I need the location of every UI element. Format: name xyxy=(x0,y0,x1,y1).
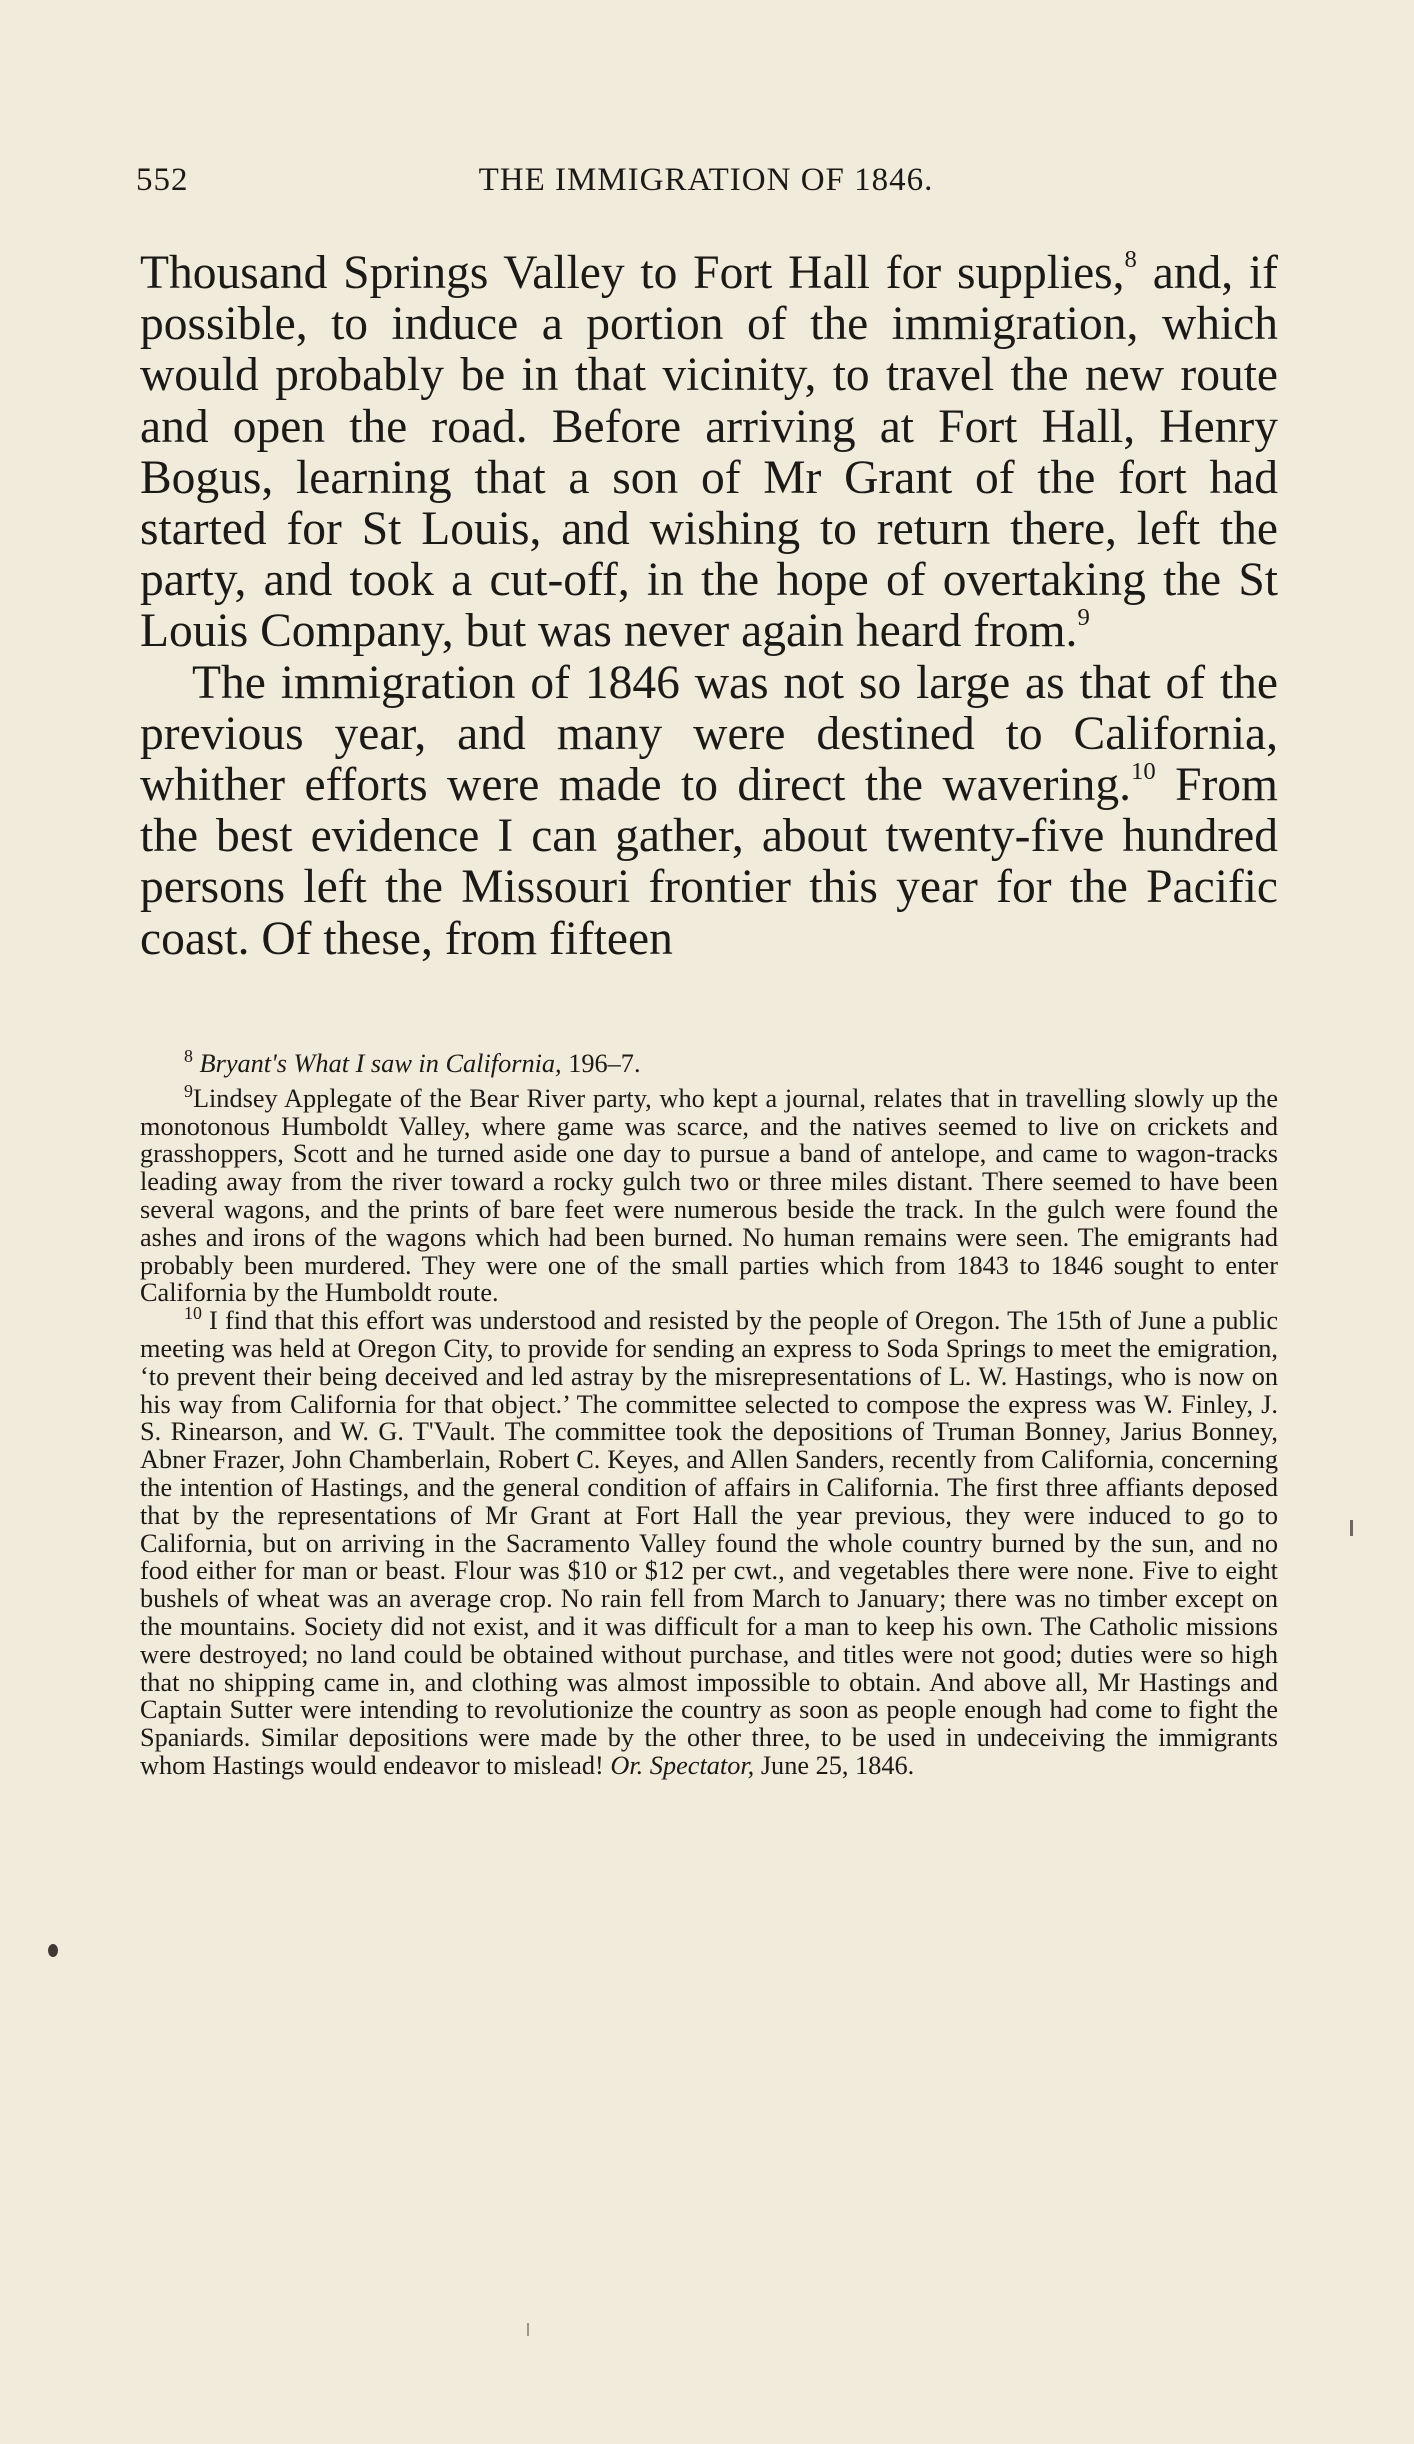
paragraph-text: From the best evidence I can gather, about twenty-five hundred persons left the Missouri frontier this year for the Pacific coast. Of these, from fifteen xyxy=(140,759,1279,965)
footnote-8 xyxy=(140,1046,1278,1078)
running-title: THE IMMIGRATION OF 1846. xyxy=(478,162,934,198)
footnote-ref-10: 10 xyxy=(1130,758,1156,786)
footnote-ref-8: 8 xyxy=(1124,246,1137,274)
footnote-text: June 25, 1846. xyxy=(754,1750,915,1780)
footnotes xyxy=(140,1046,1278,1780)
footnote-text: 196–7. xyxy=(561,1049,641,1078)
footnote-text: I find that this effort was understood and resisted by the people of Oregon. The 15th of June a public meeting was held at Oregon City, to provide for sending an express to Soda Springs to meet the emigration, ‘to prevent their being deceived and led astray by the misrepresentations of L. W. Hastings, who is now on his way from California for that object.’ The committee selected to compose the express was W. Finley, J. S. Rinearson, and W. G. T'Vault. The committee took the depositions of Truman Bonney, Jarius Bonney, Abner Frazer, John Chamberlain, Robert C. Keyes, and Allen Sanders, recently from California, concerning the intention of Hastings, and the general condition of affairs in California. The first three affiants deposed that by the representations of Mr Grant at Fort Hall the year previous, they were induced to go to California, but on arriving in the Sacramento Valley found the whole country burned by the sun, and no food either for man or beast. Flour was $10 or $12 per cwt., and vegetables there were none. Five to eight bushels of wheat was an average crop. No rain fell from March to January; there was no timber except on the mountains. Society did not exist, and it was difficult for a man to keep his own. The Catholic missions were destroyed; no land could be obtained without purchase, and titles were not good; duties were so high that no shipping came in, and clothing was almost impossible to obtain. And above all, Mr Hastings and Captain Sutter were intending to revolutionize the country as soon as people enough had come to fight the Spaniards. Similar depositions were made by the other three, to be used in undeceiving the immigrants whom Hastings would endeavor to mislead! xyxy=(140,1306,1278,1780)
paragraph-text: Thousand Springs Valley to Fort Hall for supplies, xyxy=(140,247,1125,299)
footnote-9 xyxy=(140,1080,1278,1308)
page-number: 552 xyxy=(136,162,189,198)
paragraph-text: and, if possible, to induce a portion of the immigration, which would probably be in that vicinity, to travel the new route and open the road. Before arriving at Fort Hall, Henry Bogus, learning that a son of Mr Grant of the fort had started for St Louis, and wishing to return there, left the party, and took a cut-off, in the hope of overtaking the St Louis Company, but was never again heard from. xyxy=(140,247,1278,658)
footnote-text: Lindsey Applegate of the Bear River party, who kept a journal, relates that in travelling slowly up the monotonous Humboldt Valley, where game was scarce, and the natives seemed to live on crickets and grasshoppers, Scott and he turned aside one day to pursue a band of antelope, and came to wagon-tracks leading away from the river toward a rocky gulch two or three miles distant. There seemed to have been several wagons, and the prints of bare feet were numerous beside the track. In the gulch were found the ashes and irons of the wagons which had been burned. No human remains were seen. The emigrants had probably been murdered. They were one of the small parties which from 1843 to 1846 sought to enter California by the Humboldt route. xyxy=(140,1083,1278,1308)
citation-title: Bryant's What I saw in California, xyxy=(199,1049,562,1078)
footnote-ref-9: 9 xyxy=(1077,604,1090,632)
page-header xyxy=(136,162,1276,212)
main-text xyxy=(140,248,1278,965)
footnote-mark: 10 xyxy=(184,1303,202,1324)
paragraph-continuation xyxy=(140,248,1278,658)
footnote-mark: 8 xyxy=(184,1046,193,1067)
ink-spot xyxy=(48,1944,58,1957)
margin-mark xyxy=(527,2323,529,2336)
margin-mark xyxy=(1350,1520,1353,1536)
footnote-10 xyxy=(140,1303,1278,1780)
paragraph-text: The immigration of 1846 was not so large as that of the previous year, and many were destined to California, whither efforts were made to direct the wavering. xyxy=(140,656,1278,812)
footnote-mark: 9 xyxy=(184,1080,193,1101)
paragraph xyxy=(140,658,1278,965)
citation-title: Or. Spectator, xyxy=(610,1750,755,1780)
